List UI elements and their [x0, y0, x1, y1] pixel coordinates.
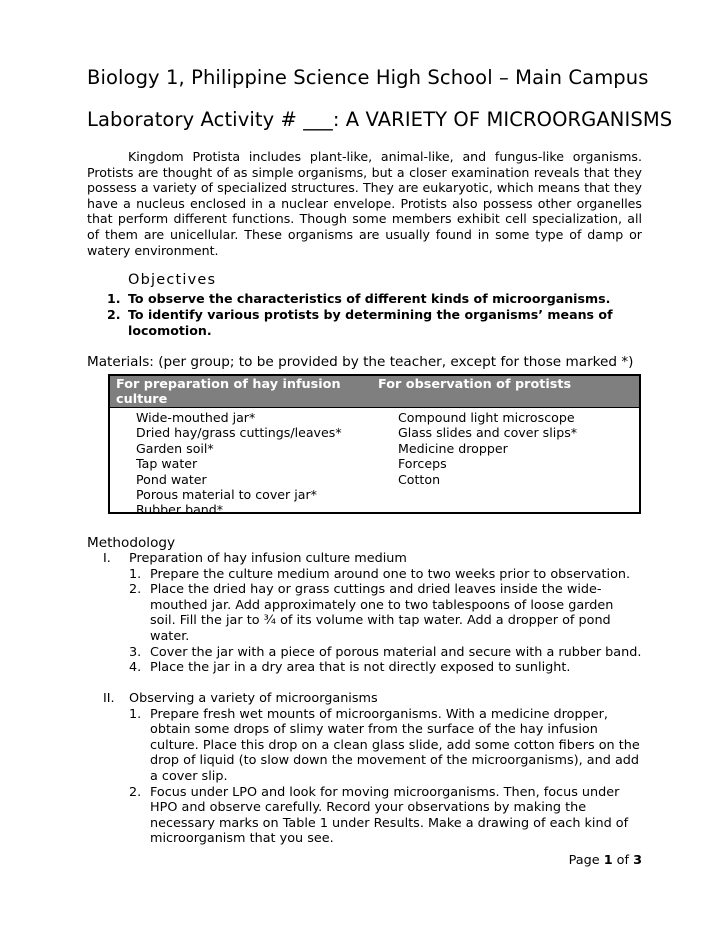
step-text: Place the jar in a dry area that is not directly exposed to sunlight. [150, 660, 571, 676]
objective-number: 2. [107, 307, 121, 322]
step-number: 1. [129, 566, 142, 582]
step-item [87, 645, 642, 661]
material-item: Medicine dropper [398, 440, 508, 456]
section-title [87, 691, 642, 707]
step-text: Place the dried hay or grass cuttings and dried leaves inside the wide-mouthed jar. Add approximately one to two tablespoons of loose garden soil. Fill the jar to ¾ of its volume with tap water. Add a dropper of pond water. [150, 582, 614, 644]
objectives-list [87, 291, 642, 339]
objective-text: To identify various protists by determining the organisms’ means of locomotion. [128, 307, 613, 338]
material-item: Rubber band* [136, 502, 224, 518]
materials-table-header [110, 376, 639, 408]
step-number: 2. [129, 784, 142, 800]
page-number: 1 [603, 853, 613, 868]
step-item [87, 660, 642, 676]
step-item [87, 567, 642, 583]
header-observation: For observation of protists [378, 377, 572, 392]
of-label: of [616, 853, 630, 868]
material-item: Porous material to cover jar* [136, 487, 317, 503]
objectives-heading: Objectives [128, 272, 217, 288]
section-numeral: I. [103, 551, 111, 566]
material-item: Cotton [398, 471, 441, 487]
material-item: Forceps [398, 456, 447, 472]
observation-materials [398, 410, 577, 487]
material-item: Wide-mouthed jar* [136, 410, 256, 425]
methodology-section-1 [87, 551, 642, 676]
step-text: Prepare fresh wet mounts of microorganisms. With a medicine dropper, obtain some drops of slimy water from the surface of the hay infusion culture. Place this drop on a clean glass slide, add some cotton fibers on the drop of liquid (to slow down the movement of the microorganisms), and add a cover slip. [150, 706, 640, 784]
materials-heading: Materials: (per group; to be provided by the teacher, except for those marked *) [87, 354, 634, 370]
material-item: Compound light microscope [398, 410, 575, 425]
page-footer [87, 853, 642, 868]
header-hay-infusion: For preparation of hay infusion culture [116, 377, 341, 407]
section-numeral: II. [103, 691, 115, 706]
methodology-section-2 [87, 691, 642, 847]
activity-title: Laboratory Activity # ___: A VARIETY OF MICROORGANISMS [87, 108, 673, 131]
material-item: Glass slides and cover slips* [398, 425, 578, 441]
intro-paragraph: Kingdom Protista includes plant-like, animal-like, and fungus-like organisms. Protists are thought of as simple organisms, but a closer examination reveals that they possess a variety of specialized structures. They are eukaryotic, which means that they have a nucleus enclosed in a nuclear envelope. Protists also possess other organelles that perform different functions. Though some members exhibit cell specialization, all of them are unicellular. These organisms are usually found in some type of damp or watery environment. [87, 149, 642, 258]
step-item [87, 707, 642, 785]
step-item [87, 582, 642, 644]
material-item: Pond water [136, 471, 207, 487]
objective-number: 1. [107, 291, 121, 306]
steps-list [87, 567, 642, 676]
step-item [87, 785, 642, 847]
step-number: 2. [129, 582, 142, 598]
section-title-text: Preparation of hay infusion culture medium [129, 551, 407, 566]
objective-text: To observe the characteristics of different kinds of microorganisms. [128, 291, 611, 306]
material-item: Dried hay/grass cuttings/leaves* [136, 425, 342, 441]
material-item: Garden soil* [136, 440, 214, 456]
steps-list [87, 707, 642, 847]
page-total: 3 [633, 853, 642, 868]
document-title: Biology 1, Philippine Science High School – Main Campus [87, 66, 649, 89]
step-text: Prepare the culture medium around one to two weeks prior to observation. [150, 566, 631, 582]
materials-table [108, 374, 641, 518]
hay-infusion-materials [136, 410, 342, 518]
material-item: Tap water [136, 456, 198, 472]
page-label: Page [568, 853, 600, 868]
step-number: 1. [129, 706, 142, 722]
methodology-heading: Methodology [87, 535, 176, 551]
step-text: Cover the jar with a piece of porous material and secure with a rubber band. [150, 644, 642, 660]
section-title [87, 551, 642, 567]
step-number: 3. [129, 644, 142, 660]
section-title-text: Observing a variety of microorganisms [129, 691, 378, 706]
step-text: Focus under LPO and look for moving microorganisms. Then, focus under HPO and observe carefully. Record your observations by making the necessary marks on Table 1 under Results. Make a drawing of each kind of microorganism that you see. [150, 784, 629, 847]
objective-item [87, 291, 642, 307]
objective-item [87, 307, 642, 339]
step-number: 4. [129, 660, 142, 676]
